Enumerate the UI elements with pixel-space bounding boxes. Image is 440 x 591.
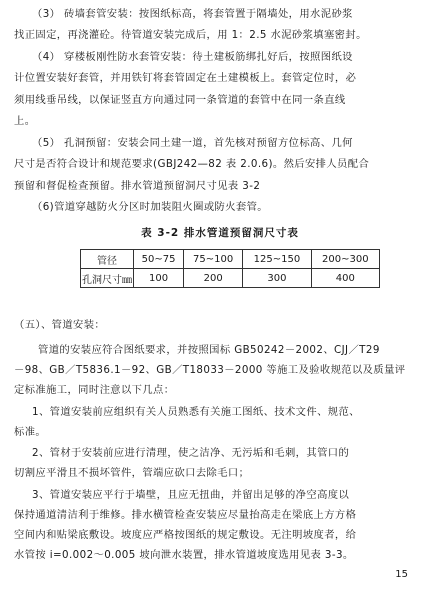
body-line-11: 水管按 i=0.002～0.005 坡向泄水装置，排水管道坡度选用见表 3-3。 [14,549,354,561]
body-line-9: 保持通道清洁利于维修。排水横管检查安装应尽量抬高走在梁底上方方格 [14,509,357,521]
intro-line-4: 计位置安装好套管，并用铁钉将套管固定在土建模板上。套管定位时，必 [14,72,357,84]
page-number: 15 [395,569,408,580]
drain-hole-size-table [80,249,380,288]
intro-line-7: （5） 孔洞预留：安装会同土建一道，首先核对预留方位标高、几何 [32,137,353,149]
intro-line-1: （3） 砖墙套管安装：按图纸标高，将套管置于隔墙处，用水泥砂浆 [32,8,353,20]
table-cell: 100 [134,269,184,288]
body-line-1: 管道的安装应符合图纸要求，并按照国标 GB50242－2002、CJJ／T29 [38,344,380,356]
intro-line-2: 找正固定，再浇灌砼。待管道安装完成后，用 1：2.5 水泥砂浆填塞密封。 [14,29,367,41]
body-line-8: 3、管道安装应平行于墙壁，且应无扭曲，并留出足够的净空高度以 [32,489,350,501]
section-heading: （五）、管道安装： [14,319,106,331]
body-line-6: 2、管材于安装前应进行清理，使之洁净、无污垢和毛刺，其管口的 [32,447,350,459]
intro-line-6: 上。 [14,115,36,127]
table-cell: 400 [311,269,379,288]
body-line-3: 定标准施工，同时注意以下几点： [14,384,175,396]
table-cell: 300 [243,269,311,288]
table-cell: 200~300 [311,250,379,269]
intro-line-10: （6)管道穿越防火分区时加装阻火圈或防火套管。 [32,201,269,213]
body-line-4: 1、管道安装前应组织有关人员熟悉有关施工图纸、技术文件、规范、 [32,406,360,418]
table-row [81,250,380,269]
intro-line-3: （4） 穿楼板刚性防水套管安装：待土建板筋绑扎好后，按照图纸设 [32,51,353,63]
body-line-10: 空间内和贴梁底敷设。坡度应严格按图纸的规定敷设。无注明坡度者，给 [14,529,357,541]
table-cell: 75~100 [184,250,243,269]
body-line-2: －98、GB／T5836.1－92、GB／T18033－2000 等施工及验收规范以及质量评 [14,364,406,376]
table-cell: 125~150 [243,250,311,269]
body-line-7: 切割应平滑且不损坏管件，管端应砍口去除毛口； [14,467,250,479]
table-cell: 管径 [81,250,134,269]
body-line-5: 标准。 [14,426,47,438]
table-row [81,269,380,288]
intro-line-9: 预留和督促检查预留。排水管道预留洞尺寸见表 3-2 [14,180,261,192]
intro-line-8: 尺寸是否符合设计和规范要求(GBJ242—82 表 2.0.6)。然后安排人员配合 [14,158,370,170]
table-caption: 表 3-2 排水管道预留洞尺寸表 [141,227,299,239]
intro-line-5: 须用线垂吊线，以保证竖直方向通过同一条管道的套管中在同一条直线 [14,94,346,106]
table-cell: 孔洞尺寸㎜ [81,269,134,288]
table-cell: 200 [184,269,243,288]
table-cell: 50~75 [134,250,184,269]
